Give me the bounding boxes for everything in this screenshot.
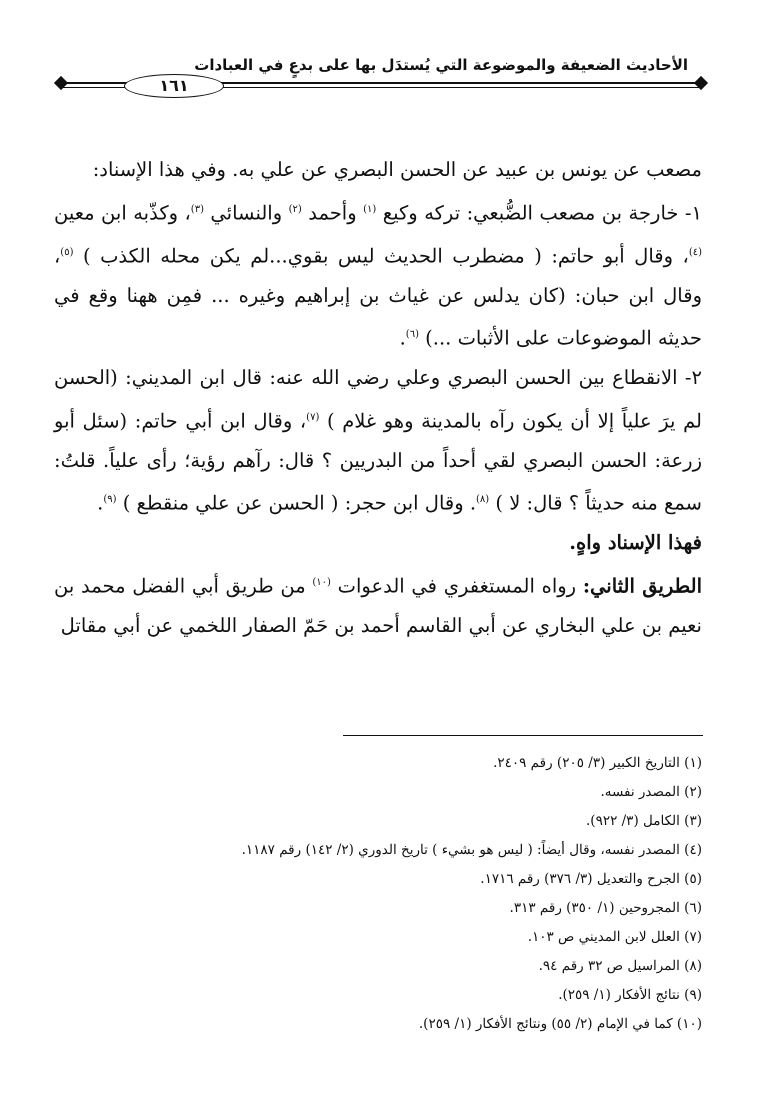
page-header [60, 50, 702, 95]
text: ، وقال أبو حاتم: ( مضطرب الحديث ليس بقوي...لم يكن محله الكذب ) [73, 244, 689, 267]
footnote-ref-10[interactable]: (١٠) [312, 576, 331, 588]
main-text [54, 150, 702, 645]
text: ، وكذّبه ابن معين [54, 201, 191, 224]
text: ١- خارجة بن مصعب الضُّبعي: تركه وكيع [376, 201, 703, 224]
footnote-ref-3[interactable]: (٣) [190, 203, 204, 215]
footnote-4: (٤) المصدر نفسه، وقال أيضاً: ( ليس هو بشيء ) تاريخ الدوري (٢/ ١٤٢) رقم ١١٨٧. [241, 842, 702, 858]
footnote-ref-1[interactable]: (١) [363, 203, 377, 215]
footnote-separator [343, 735, 703, 736]
text: . وقال ابن حجر: ( الحسن عن علي منقطع ) [116, 491, 477, 515]
footnote-6: (٦) المجروحين (١/ ٣٥٠) رقم ٣١٣. [509, 900, 702, 916]
paragraph-4: فهذا الإسناد واهٍ. [569, 531, 702, 554]
text: . [399, 326, 406, 350]
footnotes [54, 749, 702, 1039]
text: ، وقال ابن أبي حاتم: (سئل أبو زرعة: الحسن البصري لقي أحداً من البدريين ؟ قال: رآهم رؤية؛ رأى علياً. قلتُ: سمع منه حديثاً ؟ قال: لا ) [54, 409, 702, 515]
footnote-ref-9[interactable]: (٩) [103, 494, 117, 505]
footnote-5: (٥) الجرح والتعديل (٣/ ٣٧٦) رقم ١٧١٦. [480, 871, 702, 887]
footnote-ref-7[interactable]: (٧) [306, 411, 320, 423]
footnote-ref-4[interactable]: (٤) [688, 246, 702, 258]
footnote-8: (٨) المراسيل ص ٣٢ رقم ٩٤. [538, 958, 702, 974]
paragraph-2 [54, 190, 702, 359]
text: رواه المستغفري في الدعوات [330, 574, 583, 597]
footnote-ref-5[interactable]: (٥) [60, 246, 74, 258]
footnote-ref-8[interactable]: (٨) [476, 494, 490, 505]
paragraph-5 [54, 563, 702, 646]
footnote-ref-2[interactable]: (٢) [288, 203, 302, 215]
footnote-ref-6[interactable]: (٦) [405, 329, 419, 340]
text: والنسائي [203, 201, 289, 224]
text: وأحمد [301, 201, 364, 224]
running-title: الأحاديث الضعيفة والموضوعة التي يُستدَل بها على بدعٍ في العبادات [194, 56, 688, 74]
page-number: ١٦١ [124, 74, 224, 98]
text: ٢- الانقطاع بين الحسن البصري وعلي رضي الله عنه: قال ابن المديني: (الحسن لم يرَ علياً إلا أن يكون رآه بالمدينة وهو غلام ) [54, 366, 703, 432]
footnote-2: (٢) المصدر نفسه. [600, 784, 702, 800]
text: من طريق أبي الفضل محمد بن نعيم بن علي البخاري عن أبي القاسم أحمد بن حَمّ الصفار اللخمي عن أبي مقاتل [54, 574, 702, 637]
route-label: الطريق الثاني: [582, 574, 702, 597]
footnote-1: (١) التاريخ الكبير (٣/ ٢٠٥) رقم ٢٤٠٩. [493, 755, 702, 771]
footnote-10: (١٠) كما في الإمام (٢/ ٥٥) ونتائج الأفكار (١/ ٢٥٩). [418, 1016, 702, 1032]
paragraph-3 [54, 358, 702, 523]
text: ، وقال ابن حبان: (كان يدلس عن غياث بن إبراهيم وغيره ... فمِن ههنا وقع في حديثه الموضوعات على الأثبات ...) [54, 244, 702, 350]
text: . [97, 491, 104, 515]
footnote-9: (٩) نتائج الأفكار (١/ ٢٥٩). [558, 987, 702, 1003]
footnote-7: (٧) العلل لابن المديني ص ١٠٣. [527, 929, 702, 945]
footnote-3: (٣) الكامل (٣/ ٩٢٢). [586, 813, 702, 829]
paragraph-1: مصعب عن يونس بن عبيد عن الحسن البصري عن علي به. وفي هذا الإسناد: [92, 158, 702, 181]
